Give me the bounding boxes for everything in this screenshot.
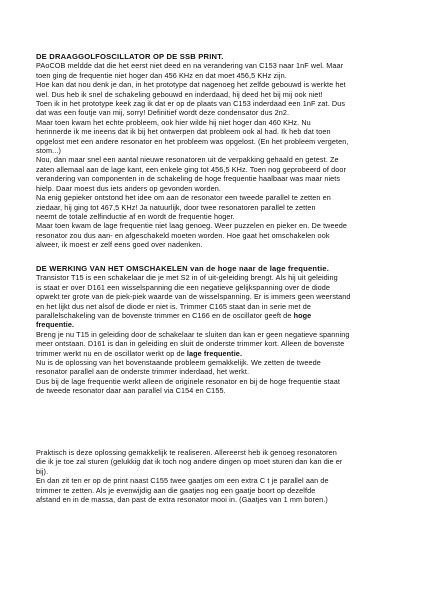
paragraph-line: opwekt ter grote van de piek-piek waarde van de wisselspanning. Er is immers geen weerstand bbox=[36, 292, 351, 302]
paragraph-line bbox=[36, 311, 390, 320]
paragraph-line: Maar toen kwam de lage frequentie niet laag genoeg. Weer puzzelen en pieker en. De tweede bbox=[36, 221, 348, 231]
paragraph-line: toen ging de frequentie niet hoger dan 456 KHz en dat moet 456,5 KHz zijn. bbox=[36, 70, 287, 80]
paragraph-line: wel. Dus heb ik snel de schakeling gebouwd en inderdaad, hij deed het bij mij ook niet! bbox=[36, 89, 323, 99]
paragraph-line: herinnerde ik me ineens dat ik bij het ontwerpen dat probleem ook al had. Ik heb dat toen bbox=[36, 127, 331, 137]
paragraph-line: resonator zou dus aan- en afgeschakeld moeten worden. Hoe gaat het omschakelen ook bbox=[36, 230, 330, 240]
paragraph-line: alweer, ik moest er zelf eens goed over nadenken. bbox=[36, 240, 203, 250]
paragraph-line: die ik je toe zal sturen (gelukkig dat ik toch nog andere dingen op moet sturen dan kan die er bbox=[36, 457, 343, 467]
paragraph-line: Toen ik in het prototype keek zag ik dat er op de plaats van C153 inderdaad een 1nF zat. Dus bbox=[36, 99, 346, 109]
paragraph-line: ziedaar, hij ging tot 467,5 KHz! Ja natuurlijk, door twee resonatoren parallel te zetten bbox=[36, 202, 316, 212]
paragraph-line: trimmer te zetten. Als je evenwijdig aan die gaatjes nog een gaatje boort op dezelfde bbox=[36, 485, 316, 495]
paragraph-line: resonator parallel aan de onderste trimmer inderdaad, het werkt. bbox=[36, 367, 250, 377]
paragraph-line: Maar toen kwam het echte probleem, ook hier wilde hij niet hoger dan 460 KHz. Nu bbox=[36, 117, 311, 127]
section-praktisch bbox=[36, 448, 390, 504]
paragraph-line: Dus bij de lage frequentie werkt alleen de originele resonator en bij de hoge frequentie staat bbox=[36, 376, 341, 386]
paragraph-line: Hoe kan dat nou denk je dan, in het prototype dat nagenoeg het zelfde gebouwd is werkte het bbox=[36, 80, 346, 90]
paragraph-line: PAoCOB meldde dat die het eerst niet deed en na verandering van C153 naar 1nF wel. Maar bbox=[36, 61, 344, 71]
section-heading: DE DRAAGGOLFOSCILLATOR OP DE SSB PRINT. bbox=[36, 52, 224, 61]
paragraph-line: Praktisch is deze oplossing gemakkelijk te realiseren. Allereerst heb ik genoeg resonatoren bbox=[36, 448, 337, 457]
paragraph-line: Na enig gepieker ontstond het idee om aan de resonator een tweede parallel te zetten en bbox=[36, 193, 331, 203]
paragraph-line: zaten allemaal aan de lage kant, een enkele ging tot 456,5 KHz. Toen nog geprobeerd of door bbox=[36, 164, 347, 174]
paragraph-line: afstand en in de massa, dan past de extra resonator mooi in. (Gaatjes van 1 mm boren.) bbox=[36, 495, 328, 505]
paragraph-text: trimmer werkt nu en de oscillator werkt op de bbox=[36, 348, 185, 358]
paragraph-line: en het lijkt dus net alsof de diode er niet is. Trimmer C165 staat dan in serie met de bbox=[36, 301, 311, 311]
paragraph-line: meer ontstaan. D161 is dan in geleiding en sluit de onderste trimmer kort. Alleen de bovenste bbox=[36, 339, 345, 349]
paragraph-line: En dan zit ten er op de print naast C155 twee gaatjes om een extra C t je parallel aan de bbox=[36, 476, 329, 486]
paragraph-line: bij). bbox=[36, 466, 49, 476]
emphasis-lage-frequentie: lage frequentie. bbox=[186, 348, 243, 358]
paragraph-line: Transistor T15 is een schakelaar die je met S2 in of uit-geleiding brengt. Als hij uit geleiding bbox=[36, 273, 338, 283]
paragraph-line: hielp. Daar moest dus iets anders op gevonden worden. bbox=[36, 183, 222, 193]
emphasis-frequentie: frequentie. bbox=[36, 320, 75, 330]
section-heading bbox=[36, 264, 390, 273]
paragraph-line: neemt de totale zelfinductie af en wordt de frequentie hoger. bbox=[36, 211, 235, 221]
paragraph-line: Breng je nu T15 in geleiding door de schakelaar te sluiten dan kan er geen negatieve spanning bbox=[36, 329, 350, 339]
emphasis-hoge: hoge bbox=[293, 311, 312, 321]
paragraph-line: is staat er over D161 een wisselspanning die een negatieve gelijkspanning over de diode bbox=[36, 282, 331, 292]
paragraph-line: dat was een foutje van mij, sorry! Definitief wordt deze condensator dus 2n2. bbox=[36, 108, 290, 118]
section-werking-omschakelen bbox=[36, 264, 390, 396]
section-heading-caps: DE WERKING VAN HET OMSCHAKELEN bbox=[36, 264, 188, 273]
paragraph-line: Nu is de oplossing van het bovenstaande probleem gemakkelijk. We zetten de tweede bbox=[36, 358, 321, 368]
paragraph-line: de tweede resonator daar aan parallel via C154 en C155. bbox=[36, 386, 226, 396]
section-draaggolfoscillator bbox=[36, 52, 390, 250]
paragraph-line bbox=[36, 349, 390, 358]
paragraph-line: opgelost met een andere resonator en het probleem was opgelost. (En het probleem vergeten, bbox=[36, 136, 349, 146]
paragraph-line: stom...) bbox=[36, 146, 61, 156]
paragraph-line: Nou, dan maar snel een aantal nieuwe resonatoren uit de verpakking gehaald en getest. Ze bbox=[36, 155, 339, 165]
section-heading-rest: van de hoge naar de lage frequentie. bbox=[190, 264, 330, 273]
paragraph-line: verandering van componenten in de schakeling de hoge frequentie haalbaar was maar niets bbox=[36, 174, 341, 184]
paragraph-text: parallelschakeling van de bovenste trimmer en C166 en de oscillator geeft de bbox=[36, 311, 292, 321]
